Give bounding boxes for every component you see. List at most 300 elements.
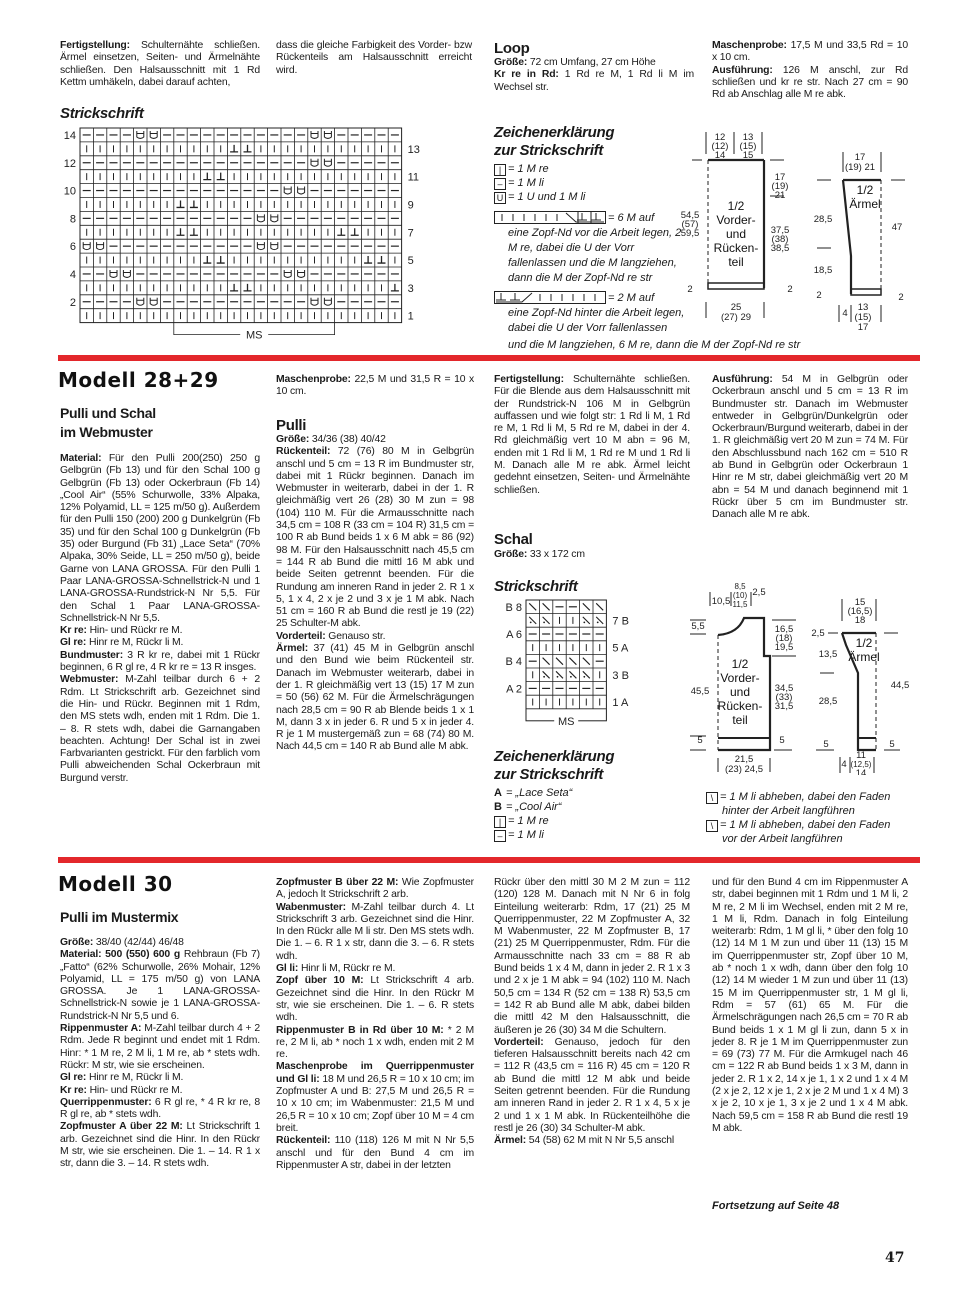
m30-col3-paragraph-text: 54 (58) 62 M mit N Nr 5,5 anschl <box>526 1135 675 1147</box>
m30-col2-paragraph-label: Rippenmuster B in Rd über 10 M: <box>276 1024 444 1036</box>
m28-col2-paragraph-label: Vorderteil: <box>276 630 326 642</box>
chart2-row-label: 5 A <box>612 642 629 655</box>
sleeve-dim-left1: 28,5 <box>813 214 833 225</box>
m30-col2-paragraph <box>276 975 474 1024</box>
chart2-row-label: 7 B <box>612 615 629 628</box>
m28-col3-paragraph-text: Schulternähte schließen. Für die Blende aus dem Halsausschnitt mit der Rundstrick-N 106 M in Gelbgrün auffassen und wie folgt str: 1 Rd li M, 1 Rd re M, 1 Rd li M, 5 Rd re M, dabei in der 4. Rd gleichmäßig vert 10 M abn = 96 M, enden mit 1 Rd li M, 1 Rd re M und 1 Rd li M. Danach alle M re abk. Ärmel leicht gedehnt einsetzen, Seiten- und Ärmelnähte schließen. <box>494 374 690 496</box>
legend-purl-2-text: = 1 M li <box>508 829 544 841</box>
sleeve-dim-left2: 18,5 <box>813 265 833 276</box>
chart2-row-label: 1 A <box>612 697 629 709</box>
legend-knit-2-text: = 1 M re <box>508 815 549 827</box>
dim-rib-left: 2 <box>687 284 693 295</box>
slip-back-cell <box>569 658 576 665</box>
cable-cell <box>217 256 225 263</box>
m28-dim-right1-a: 16,5 <box>774 624 794 635</box>
m30-col2-paragraph <box>276 1135 474 1172</box>
cable-front-symbol-icon <box>494 211 606 224</box>
legend-slip-front-text-2: vor der Arbeit langführen <box>722 833 843 845</box>
modell-30-column-3 <box>494 877 690 1148</box>
m28-sleeve-left2: 28,5 <box>818 696 838 707</box>
yarnover-cell <box>97 242 104 250</box>
m28-sleeve-top-b: (16,5) <box>847 606 873 617</box>
ausfuehrung-label: Ausführung: <box>712 64 773 76</box>
knit-symbol-icon: | <box>494 164 506 176</box>
chart1-row-label: 2 <box>69 296 76 309</box>
slip-front-dot <box>583 622 585 624</box>
modell-30-column-4 <box>712 877 908 1135</box>
legend-purl <box>494 176 694 190</box>
m28-label-5: teil <box>732 713 748 727</box>
schema-loop-body <box>672 130 802 326</box>
m28-col1-paragraph <box>60 453 260 625</box>
m30-col3-paragraph-label: Vorderteil: <box>494 1036 544 1048</box>
purl-symbol-icon: – <box>494 830 506 842</box>
m28-col2-paragraph-label: Ärmel: <box>276 643 309 655</box>
m28-col1-paragraph-label: Webmuster: <box>60 674 119 686</box>
legend2-list <box>494 786 694 842</box>
m28-col1-paragraph-text: Hinr re M, Rückr li M. <box>86 637 184 649</box>
legend-slip-back-text-2: hinter der Arbeit langführen <box>722 805 855 817</box>
m30-col1-paragraph-text: Hin- und Rückr re M. <box>86 1084 183 1096</box>
slip-front-dot <box>557 676 559 678</box>
legend-a <box>494 786 694 800</box>
m28-col2-paragraph-text: 37 (41) 45 M in Gelbgrün anschl und den Bund wie beim Rückenteil str. Danach im Webmuster weiterarb, dabei in der 1. R gleichmäßig vert 13 (15) 17 M zun = 50 (56) 62 M. Für die Ärmelschrägungen nach 28,5 cm = 90 R ab Blende beids 1 x 1 M, dann 3 x in jeder 6. R und 5 x in jeder 4. R je 1 M mustergemäß zun = 68 (74) 80 M. Nach 44,5 cm = 140 R ab Bund alle M abk. <box>276 643 474 753</box>
yarnover-cell <box>284 187 291 195</box>
m30-col1-paragraph-text: Lt Strickschrift 1 arb. Gezeichnet sind die Hinr. In den Rückr M str, wie sie erscheinen. Die 1. – 14. R 1 x str, dann die 3. – 14. R stets wdh. <box>60 1121 260 1170</box>
legend-yarnover <box>494 190 694 204</box>
yarnover-cell <box>137 131 144 139</box>
chart2-strickschrift <box>494 598 654 730</box>
m28-col1-paragraph-text: 3 R kr re, dabei mit 1 Rückr beginnen, 6 R gl re, 4 R kr re = 13 R insges. <box>60 649 260 674</box>
m28-label-3: und <box>729 685 751 699</box>
yarnover-cell <box>324 159 331 167</box>
m28-sleeve-rib-right: 5 <box>889 739 895 750</box>
yarnover-cell <box>311 159 318 167</box>
legend-b-symbol: B <box>494 801 502 813</box>
m28-col2-paragraph <box>276 446 474 630</box>
yarnover-cell <box>257 214 264 222</box>
modell-28-29-column-4 <box>712 374 908 522</box>
slip-back-cell <box>543 658 550 665</box>
modell-28-29-title: Modell 28+29 <box>58 368 219 392</box>
m28-dim-neck: 5,5 <box>691 621 705 632</box>
chart1-title: Strickschrift <box>60 105 144 122</box>
schema-label-2: Vorder- <box>716 213 756 227</box>
ausfuehrung-text: 126 M anschl, zur Rd schließen und kr re str. Nach 27 cm = 90 Rd ab Anschlag alle M re abk. <box>712 64 908 101</box>
legend-slip-stitches <box>706 790 920 846</box>
m30-col2-paragraph-text: Lt Strickschrift 4 arb. Gezeichnet sind die Hinr. In den Rückr M str, wie sie erscheinen. Die 1. – 6. R stets wdh. <box>276 975 474 1024</box>
section-divider-2 <box>58 857 920 863</box>
subtitle-line1: Pulli und Schal <box>60 405 156 421</box>
fertigstellung-text <box>60 40 260 89</box>
m28-col2-paragraph <box>276 434 474 446</box>
m30-col3-paragraph-text: Rückr über den mittl 30 M 2 M zun = 112 (120) 128 M. Danach mit N Nr 6 in folg Einteilung weiterarb: Rdm, 17 (21) 25 M Querrippenmuster, 22 M Zopfmuster A, 32 M Wabenmuster, 22 M Zopfmuster B, 17 (21) 25 M Querrippenmuster, Rdm. Für die Armausschnitte nach 33 cm = 88 R ab Bund beids 1 x 4 M, dann in jeder 2. R 1 x 3 und 2 x je 1 M abk = 94 (102) 110 M. Nach 50,5 cm = 134 R (52 cm = 138 R) 53,5 cm = 142 R ab Bund alle M abk, dabei bilden die mittl 42 M den Halsausschnitt, die äußeren je 26 (30) 34 M die Schultern. <box>494 877 690 1036</box>
loop-text <box>494 57 694 94</box>
m28-label-4: Rücken- <box>717 699 763 713</box>
schema-label-4: Rücken- <box>713 241 759 255</box>
cable-back-label: = 2 M auf <box>608 292 655 304</box>
m28-col1-paragraph-text: Für den Pulli 200(250) 250 g Gelbgrün (Fb 13) und für den Schal 100 g Gelbgrün (Fb 13) oder Ockerbraun (Fb 14) „Cool Air“ (55% Schurwolle, 33% Alpaka, 12% Polyamid, LL = 125 m/50 g). Außerdem für den Pulli 150 (200) 200 g Dunkelgrün (Fb 35) und für den Schal 100 g Dunkelgrün (Fb 35) oder Burgund (Fb 31) „Lace Seta“ (70% Alpaka, 30% Seide, LL = 250 m/50 g), beide Garne von LANA GROSSA. Für den Pulli 1 Paar LANA-GROSSA-Schnellstrick-N und 1 LANA-GROSSA-Rundstrick-N Nr 5,5. Für den Schal 1 Paar LANA-GROSSA-Schnellstrick-N Nr 5,5. <box>60 453 260 624</box>
schema-m28-sleeve <box>808 595 918 775</box>
cable-cell <box>244 284 252 291</box>
m30-col1-paragraph-label: Größe: <box>60 937 94 948</box>
legend1-title-line1: Zeichenerklärung <box>494 124 615 141</box>
chart2-row-label: A 2 <box>506 683 522 696</box>
schal-size-text: 33 x 172 cm <box>527 549 585 560</box>
yarnover-cell <box>123 270 130 278</box>
m28-col1-paragraph <box>60 674 260 785</box>
schema-label-1: 1/2 <box>727 199 745 213</box>
m28-col2-paragraph <box>276 643 474 754</box>
slip-front-dot <box>597 622 599 624</box>
chart1-row-label: 9 <box>407 199 414 212</box>
m30-col3-paragraph <box>494 1135 690 1147</box>
sleeve-dim-top-b: (19) 21 <box>844 162 876 173</box>
legend-purl-text: = 1 M li <box>508 177 544 189</box>
loop-ausfuehrung <box>712 40 908 101</box>
m30-col2-paragraph-label: Wabenmuster: <box>276 901 346 913</box>
m30-col1-paragraph-text: M-Zahl teilbar durch 4 + 2 Rdm. Jede R beginnt und endet mit 1 Rdm. Hinr: * 1 M re, 2 M li, 1 M re, ab * stets wdh. Rückr: M str, wie sie erscheinen. <box>60 1023 260 1071</box>
continuation-note: Fortsetzung auf Seite 48 <box>712 1200 840 1212</box>
m30-col2-paragraph-label: Maschenprobe im Querrippenmuster und Gl li: <box>276 1061 474 1085</box>
chart2-row-label: B 8 <box>505 601 522 614</box>
cable-cell <box>177 200 185 207</box>
loop-kr-label: Kr re in Rd: <box>494 69 559 81</box>
dim-top2-a: 13 <box>742 132 754 143</box>
m28-sleeve-right: 44,5 <box>890 680 910 691</box>
modell-30-subtitle: Pulli im Mustermix <box>60 909 179 925</box>
m28-col2-paragraph-text: 34/36 (38) 40/42 <box>309 434 386 445</box>
slip-back-cell <box>543 603 550 610</box>
m30-col3-paragraph-label: Ärmel: <box>494 1135 527 1147</box>
sleeve-dim-rib-left: 2 <box>816 290 822 301</box>
cable-front-text: eine Zopf-Nd vor die Arbeit legen, 2 M re, dabei die U der Vorr fallenlassen und die M langziehen, dann die M der Zopf-Nd re str <box>508 227 682 284</box>
m28-dim-right1-c: 19,5 <box>774 642 794 653</box>
chart1-strickschrift <box>58 126 438 348</box>
slip-back-cell <box>556 658 563 665</box>
yarnover-cell <box>83 242 90 250</box>
modell-28-29-column-2 <box>276 434 474 754</box>
m28-dim-top-b3: 11,5 <box>732 600 748 609</box>
yarnover-cell <box>311 131 318 139</box>
yarnover-cell <box>150 131 157 139</box>
m28-col4-paragraph-text: 54 M in Gelbgrün oder Ockerbraun anschl und 5 cm = 13 R im Bundmuster str. Danach im Webmuster entweder in Gelbgrün/Dunkelgrün oder Ockerbraun/Burgund weiterarb, dabei in der 1. R gleichmäßig vert 20 M zun = 74 M. Für den Abschlussbund nach 162 cm = 510 R ab Bund in Gelbgrün oder Ockerbraun 1 Hinr re M str, dabei gleichmäßig vert 20 M abn = 54 M und danach beginnend mit 1 Rückr über 5 cm im Bundmuster str. Danach alle M re abk. <box>712 374 908 521</box>
pulli-heading: Pulli <box>276 417 307 434</box>
sleeve-dim-top-a: 17 <box>854 152 866 163</box>
dim-right1-a: 17 <box>774 172 786 183</box>
legend-knit-2 <box>494 814 694 828</box>
dim-right1-b: (19) <box>771 181 789 192</box>
dim-right2-c: 38,5 <box>770 243 790 254</box>
loop-size: 72 cm Umfang, 27 cm Höhe <box>527 57 656 68</box>
schal-heading: Schal <box>494 531 533 548</box>
m30-col2-paragraph-label: Zopf über 10 M: <box>276 975 364 987</box>
chart1-row-label: 13 <box>407 143 420 156</box>
fertigstellung-body: Schulternähte schließen. Ärmel einsetzen, Seiten- und Ärmelnähte schließen. Den Halsausschnitt mit 1 Rd Kettm umhäkeln, dabei darauf achten, <box>60 40 260 88</box>
dim-left-b: (57) <box>681 219 699 230</box>
cable-cell <box>203 256 211 263</box>
page-number: 47 <box>885 1250 905 1266</box>
m28-sleeve-bottom-a: 11 <box>856 750 866 761</box>
m30-col1-paragraph-label: Querrippenmuster: <box>60 1096 152 1108</box>
m28-col1-paragraph-text: Hin- und Rückr re M. <box>86 625 183 637</box>
dim-right2-b: (38) <box>771 234 789 245</box>
m28-sleeve-bottom-c: 14 <box>855 768 867 775</box>
yarnover-cell <box>284 270 291 278</box>
m28-col2-paragraph-text: 72 (76) 80 M in Gelbgrün anschl und 5 cm = 13 R im Bundmuster str, dabei mit 1 Rückr beginnen. Danach im Webmuster in weiterarb, dabei in der 1. R gleichmäßig vert 26 (28) 30 M zun = 98 (104) 110 M. Für die Armausschnitte nach 34,5 cm = 108 R (33 cm = 104 R) 31,5 cm = 100 R ab Bund beids 1 x 6 M abk = 86 (92) 98 M. Für den Halsausschnitt nach 45,5 cm = 144 R ab Bund die mittl 16 M abk und beide Seiten getrennt beenden. Für die Rundung am inneren Rand in jeder 2. R 1 x 5, 1 x 4, 2 x je 2 und 3 x je 1 M abk. Nach 51 cm = 160 R ab Bund die restl je 19 (22) 25 Schulter-M abk. <box>276 446 474 630</box>
slip-front-dot <box>583 676 585 678</box>
m28-col1-paragraph <box>60 650 260 675</box>
slip-front-dot <box>530 622 532 624</box>
m30-col2-paragraph <box>276 1025 474 1062</box>
sleeve-dim-rib-right: 2 <box>898 292 904 303</box>
cable-cell <box>244 145 252 152</box>
purl-symbol-icon: – <box>494 178 506 190</box>
cable-cell <box>177 228 185 235</box>
yarnover-cell <box>110 270 117 278</box>
cable-back-text-2: und die M langziehen, 6 M re, dann die M der Zopf-Nd re str <box>508 339 801 351</box>
legend2-title <box>494 748 614 784</box>
chart2-title: Strickschrift <box>494 578 578 595</box>
chart1-row-label: 3 <box>407 282 414 295</box>
m28-col2-paragraph-label: Rückenteil: <box>276 446 331 458</box>
m28-col1-paragraph-label: Bundmuster: <box>60 649 124 661</box>
modell-30-title: Modell 30 <box>58 872 173 896</box>
m30-col2-paragraph-text: 18 M und 26,5 R = 10 x 10 cm; im Zopfmuster A und B: 27,5 M und 26,5 R = 10 x 10 cm; im Wabenmuster: 21,5 M und 26,5 R = 10 x 10 cm; Zopf über 10 M = 4 cm breit. <box>276 1073 474 1134</box>
m28-dim-top-b2: (10) <box>732 591 748 600</box>
sleeve-dim-right: 47 <box>891 222 903 233</box>
chart2-ms-label: MS <box>557 715 575 728</box>
slip-front-dot <box>543 622 545 624</box>
modell-28-29-subtitle <box>60 404 156 442</box>
cable-cell <box>391 284 399 291</box>
m30-col3-paragraph-text: Genauso, jedoch für den tieferen Halsausschnitt bereits nach 42 cm = 112 R (43,5 cm = 116 R) 45 cm = 120 R ab Bund die mittl 12 M abk und beide Seiten getrennt beenden. Für die Rundung am inneren Rand in jeder 2. R 1 x 4, 5 x je 2 und 1 x 1 M abk. In Rückenteilhöhe die restl je 26 (30) 34 Schulter-M abk. <box>494 1036 690 1134</box>
dim-top2-c: 15 <box>742 150 754 161</box>
cable-cell <box>203 173 211 180</box>
dim-left-a: 54,5 <box>680 210 700 221</box>
loop-size-label: Größe: <box>494 57 528 68</box>
chart1-row-label: 1 <box>407 310 414 323</box>
cable-cell <box>337 228 345 235</box>
chart1-ms-label: MS <box>245 329 263 342</box>
chart1-row-label: 4 <box>69 268 76 281</box>
dim-top1-c: 14 <box>714 150 726 161</box>
schal-size-label: Größe: <box>494 549 528 560</box>
m30-col2-paragraph <box>276 902 474 963</box>
m30-col2-paragraph <box>276 877 474 902</box>
fertigstellung-text-cont <box>276 40 472 77</box>
m28-dim-bottom-b: (23) 24,5 <box>724 764 764 775</box>
section-divider-1 <box>58 355 920 361</box>
m28-sleeve-cap: 2,5 <box>811 628 825 639</box>
subtitle-line2: im Webmuster <box>60 424 153 440</box>
dim-left-c: 59,5 <box>680 228 700 239</box>
m30-col2-paragraph-label: Rückenteil: <box>276 1135 331 1147</box>
m30-col2-paragraph-text: M-Zahl teilbar durch 4. Lt Strickschrift 3 arb. Gezeichnet sind die Hinr. In den Rückr alle M li str. Den MS stets wdh. Die 1. – 6. R 1 x str, dann die 3. – 6. R stets wdh. <box>276 901 474 962</box>
legend-slip-front <box>706 818 920 832</box>
chart1-row-label: 8 <box>69 213 76 226</box>
chart1-row-label: 12 <box>63 157 76 170</box>
m28-label-2: Vorder- <box>720 671 760 685</box>
dim-right2-a: 37,5 <box>770 225 790 236</box>
legend-slip-back <box>706 790 920 804</box>
m28-maschenprobe-label: Maschenprobe: <box>276 374 351 385</box>
dim-bottom-b: (27) 29 <box>720 312 752 323</box>
sleeve-dim-bottom-a: 13 <box>857 302 869 313</box>
sleeve-label-2: Ärmel <box>849 197 881 211</box>
modell-28-29-maschenprobe <box>276 374 474 399</box>
legend2-title-line2: zur Strickschrift <box>494 766 604 783</box>
m28-sleeve-left1: 13,5 <box>818 649 838 660</box>
m30-col1-paragraph <box>60 1097 260 1122</box>
fertigstellung-body-cont: dass die gleiche Farbigkeit des Vorder- bzw Rückenteils am Halsausschnitt erreicht wird. <box>276 40 472 76</box>
m28-dim-rib-left: 5 <box>697 735 703 746</box>
cable-cell <box>230 145 238 152</box>
m30-col2-paragraph-text: * 2 M re, 2 M li, ab * noch 1 x wdh, enden mit 2 M re. <box>276 1024 474 1061</box>
m28-col2-paragraph <box>276 631 474 643</box>
maschenprobe-text: 17,5 M und 33,5 Rd = 10 x 10 cm. <box>712 40 908 64</box>
m28-col4-paragraph-label: Ausführung: <box>712 374 773 385</box>
m30-col1-paragraph-text: Rehbraun (Fb 7) „Fatto“ (62% Schurwolle, 26% Mohair, 12% Polyamid, LL = 175 m/50 g) von LANA GROSSA. Je 1 LANA-GROSSA-Schnellstrick-N sowie je 1 LANA-GROSSA-Rundstrick-N Nr 5,5 und 6. <box>60 949 260 1022</box>
yarnover-symbol-icon: U <box>494 192 506 204</box>
chart1-row-label: 14 <box>63 129 76 142</box>
slip-back-cell <box>596 603 603 610</box>
yarnover-cell <box>324 131 331 139</box>
knit-symbol-icon: | <box>494 816 506 828</box>
m30-col3-paragraph <box>494 1037 690 1135</box>
m28-dim-right2-c: 31,5 <box>774 701 794 712</box>
m30-col3-paragraph <box>494 877 690 1037</box>
m28-col1-paragraph <box>60 625 260 637</box>
sleeve-label-1: 1/2 <box>856 183 874 197</box>
m30-col1-paragraph-label: Kr re: <box>60 1084 87 1096</box>
modell-28-29-column-1 <box>60 453 260 785</box>
m30-col2-paragraph <box>276 963 474 975</box>
m30-col1-paragraph <box>60 949 260 1023</box>
dim-right1-c: 21 <box>774 190 786 201</box>
dim-top1-b: (12) <box>711 141 729 152</box>
legend-slip-back-text: = 1 M li abheben, dabei den Faden <box>720 791 891 803</box>
sleeve-dim-bottom-small: 4 <box>842 308 848 319</box>
m28-col4-paragraph <box>712 374 908 522</box>
m30-col1-paragraph-text: 38/40 (42/44) 46/48 <box>93 937 184 948</box>
m30-col1-paragraph <box>60 1023 260 1072</box>
slip-front-symbol-icon: \ <box>706 820 718 832</box>
slip-back-cell <box>583 603 590 610</box>
m30-col1-paragraph-label: Material: 500 (550) 600 g <box>60 949 181 961</box>
slip-front-dot <box>543 676 545 678</box>
dim-top1-a: 12 <box>714 132 726 143</box>
slip-front-dot <box>570 676 572 678</box>
m28-sleeve-label-2: Ärmel <box>848 650 880 664</box>
sleeve-dim-bottom-b: (15) <box>854 312 872 323</box>
m30-col1-paragraph-label: Gl re: <box>60 1072 87 1084</box>
legend-knit-text: = 1 M re <box>508 163 549 175</box>
maschenprobe-label: Maschenprobe: <box>712 40 787 51</box>
m28-sleeve-top-a: 15 <box>854 597 866 608</box>
cable-back-symbol-icon <box>494 291 606 304</box>
loop-kr: 1 Rd re M, 1 Rd li M im Wechsel str. <box>494 69 694 93</box>
legend-b-text: = „Cool Air“ <box>505 801 562 813</box>
legend-knit <box>494 162 694 176</box>
m28-sleeve-rib-left: 5 <box>823 739 829 750</box>
chart1-row-label: 7 <box>407 227 414 240</box>
legend2-title-line1: Zeichenerklärung <box>494 748 615 765</box>
schema-loop-sleeve <box>805 150 915 335</box>
legend1-list <box>494 162 694 204</box>
slip-back-symbol-icon: \ <box>706 792 718 804</box>
m28-col2-paragraph-text: Genauso str. <box>325 630 386 642</box>
m30-col1-paragraph <box>60 1072 260 1084</box>
legend-yarnover-text: = 1 U und 1 M li <box>508 191 586 203</box>
m30-col2-paragraph-text: Hinr li M, Rückr re M. <box>298 963 396 975</box>
schal-size <box>494 549 690 561</box>
yarnover-cell <box>324 298 331 306</box>
legend-b <box>494 800 694 814</box>
m30-col2-paragraph-label: Gl li: <box>276 963 299 975</box>
yarnover-cell <box>150 298 157 306</box>
modell-30-column-1 <box>60 937 260 1171</box>
yarnover-cell <box>311 298 318 306</box>
m28-dim-left: 45,5 <box>690 686 710 697</box>
m28-col2-paragraph-label: Größe: <box>276 434 310 445</box>
m30-col1-paragraph-text: Hinr re M, Rückr li M. <box>86 1072 184 1084</box>
m30-col1-paragraph <box>60 1121 260 1170</box>
yarnover-cell <box>271 242 278 250</box>
cable-cell <box>364 256 372 263</box>
yarnover-cell <box>298 270 305 278</box>
modell-28-29-column-3 <box>494 374 690 497</box>
m28-col1-paragraph-text: M-Zahl teilbar durch 6 + 2 Rdm. Lt Strickschrift arb. Gezeichnet sind die Hin- und Rückr. Beginnen mit 1 Rdm, den MS stets wdh, enden mit 1 Rdm. Die 1. – 8. R stets wdh, dabei die Garnangaben beachten. Achtung! Der Schal ist in zwei Farbvarianten gestrickt. Für den farblich vom Pulli abweichenden Schal Ockerbraun mit Burgund verstr. <box>60 674 260 784</box>
dim-bottom-a: 25 <box>730 302 742 313</box>
legend-a-text: = „Lace Seta“ <box>505 787 573 799</box>
m28-dim-top-a: 10,5 <box>711 596 731 607</box>
m28-col1-paragraph <box>60 637 260 649</box>
legend-purl-2 <box>494 828 694 842</box>
dim-top2-b: (15) <box>739 141 757 152</box>
chart2-row-label: B 4 <box>505 656 522 669</box>
chart2-row-label: 3 B <box>612 669 629 682</box>
m30-col2-paragraph-text: 110 (118) 126 M mit N Nr 5,5 anschl und für den Bund 4 cm im Rippenmuster A str, dabei in der letzten <box>276 1135 474 1171</box>
chart2-row-label: A 6 <box>506 629 522 641</box>
cable-front-label: = 6 M auf <box>608 212 655 224</box>
sleeve-dim-bottom-c: 17 <box>857 322 869 333</box>
m30-col2-paragraph-label: Zopfmuster B über 22 M: <box>276 877 399 888</box>
legend-slip-front-text: = 1 M li abheben, dabei den Faden <box>720 819 891 831</box>
schema-m28-body <box>684 580 796 776</box>
cable-cell <box>230 284 238 291</box>
m28-sleeve-label-1: 1/2 <box>855 636 873 650</box>
chart1-row-label: 6 <box>69 241 76 254</box>
m28-col1-paragraph-label: Material: <box>60 453 102 464</box>
m28-label-1: 1/2 <box>731 657 749 671</box>
schema-label-5: teil <box>728 255 744 269</box>
yarnover-cell <box>257 242 264 250</box>
m28-sleeve-top-c: 18 <box>854 615 866 626</box>
m28-maschenprobe-text: 22,5 M und 31,5 R = 10 x 10 cm. <box>276 374 474 398</box>
yarnover-cell <box>271 214 278 222</box>
m30-col1-paragraph <box>60 937 260 949</box>
yarnover-cell <box>298 187 305 195</box>
m28-dim-top-b1: 8,5 <box>734 582 746 591</box>
m30-col2-paragraph-text: Wie Zopfmuster A, jedoch lt Strickschrift 2 arb. <box>276 877 474 901</box>
cable-cell <box>190 200 198 207</box>
fertigstellung-label: Fertigstellung: <box>60 40 130 51</box>
slip-back-cell <box>583 658 590 665</box>
loop-title: Loop <box>494 40 530 57</box>
chart1-row-label: 11 <box>407 171 420 184</box>
m28-col3-paragraph <box>494 374 690 497</box>
